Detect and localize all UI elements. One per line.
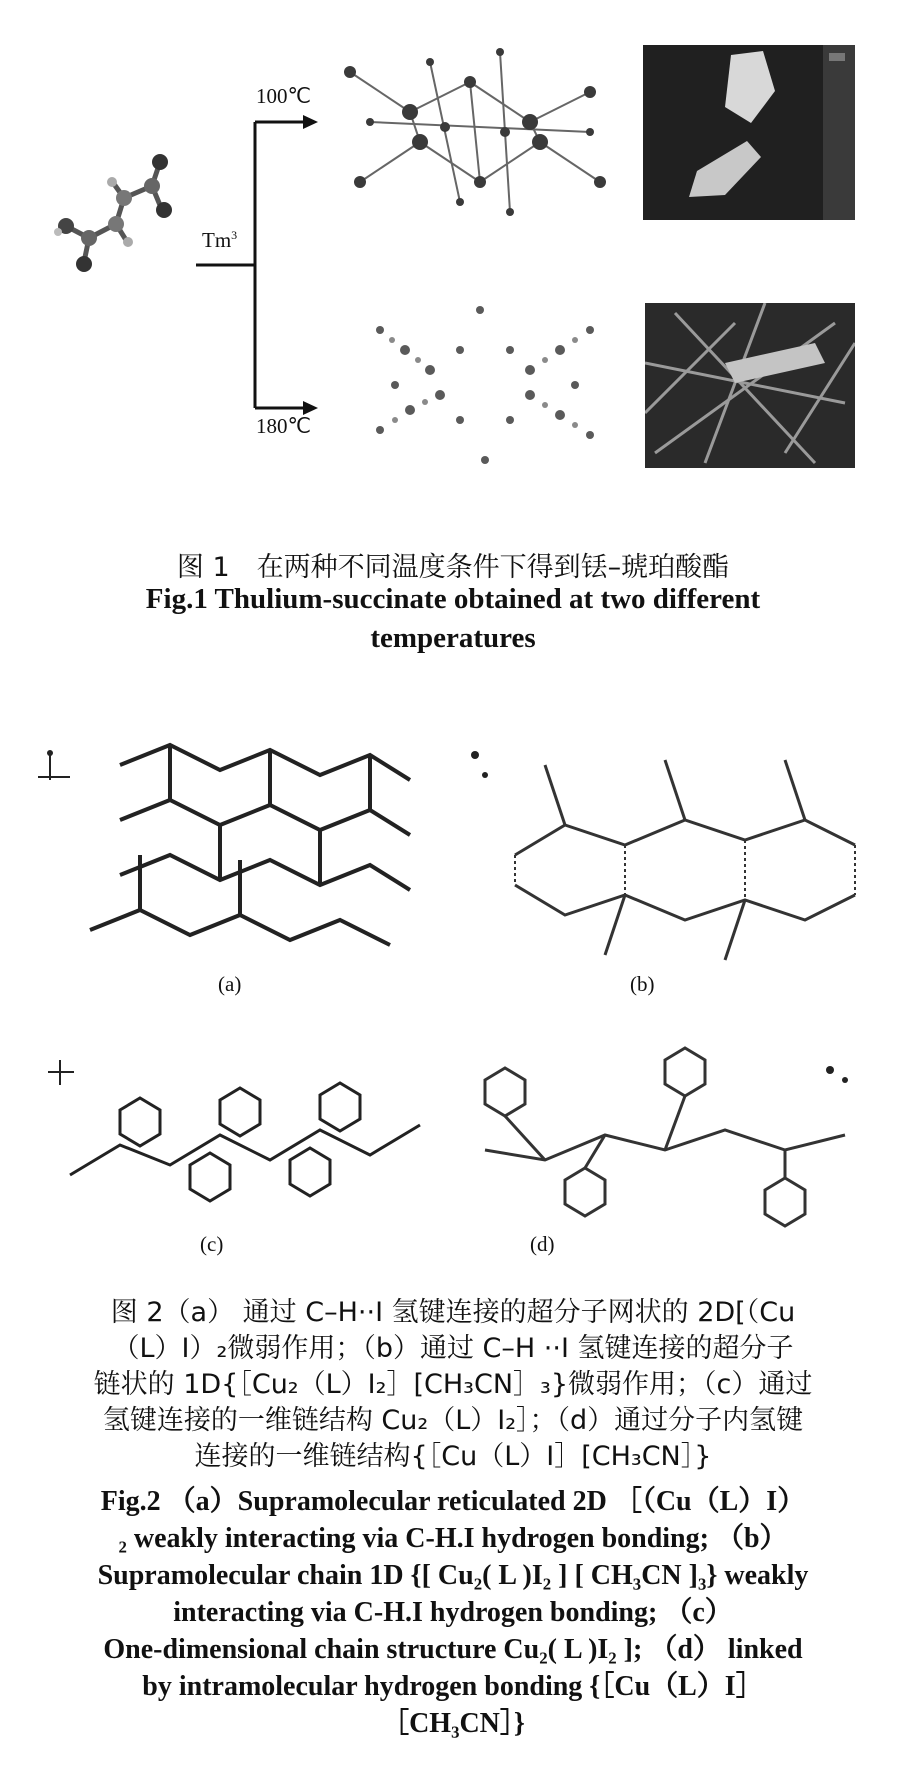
caption-en-line: Supramolecular chain 1D {[ Cu₂( L )I₂ ] [ CH₃CN ]₃} weakly <box>97 1560 809 1591</box>
caption-en-line: Fig.2 （a）Supramolecular reticulated 2D ［（Cu（L）I） <box>100 1486 806 1517</box>
panel-d-label: (d) <box>530 1232 555 1256</box>
figure-2-caption-cn <box>14 1295 892 1475</box>
panel-b-structure <box>455 735 870 970</box>
reagent-label: Tm$^3$ <box>202 228 238 252</box>
crystal-structure-100c <box>330 42 630 222</box>
caption-cn-line: 连接的一维链结构{［Cu（L）I］[CH₃CN］} <box>194 1441 712 1472</box>
crystal-structure-180c <box>350 290 620 480</box>
panel-a-structure <box>30 725 430 970</box>
panel-a-label: (a) <box>218 972 242 996</box>
caption-en-line: ₂ weakly interacting via C-H.I hydrogen bonding; （b） <box>118 1523 788 1554</box>
panel-b-label: (b) <box>630 972 655 996</box>
caption-en-line: ［CH₃CN］} <box>381 1708 525 1739</box>
figure-1-caption-cn: 图 1 在两种不同温度条件下得到铥–琥珀酸酯 <box>176 552 730 583</box>
temperature-100-label: 100℃ <box>256 84 312 108</box>
caption-en-line: interacting via C-H.I hydrogen bonding; （c） <box>173 1597 733 1628</box>
panel-c-label: (c) <box>200 1232 224 1256</box>
sem-image-100c <box>643 45 855 220</box>
figure-1-caption-en-line2: temperatures <box>370 622 536 654</box>
caption-cn-line: （L）I）₂微弱作用；（b）通过 C–H ··I 氢键连接的超分子 <box>112 1333 794 1364</box>
caption-en-line: One-dimensional chain structure Cu₂( L )I₂ ]; （d） linked <box>103 1634 803 1665</box>
caption-cn-line: 氢键连接的一维链结构 Cu₂（L）I₂］；（d）通过分子内氢键 <box>102 1405 804 1436</box>
panel-c-structure <box>40 1050 440 1235</box>
caption-en-line: by intramolecular hydrogen bonding {［Cu（L）I］ <box>142 1671 764 1702</box>
caption-cn-line: 链状的 1D{［Cu₂（L）I₂］[CH₃CN］₃}微弱作用；（c）通过 <box>93 1369 813 1400</box>
caption-cn-line: 图 2（a） 通过 C–H··I 氢键连接的超分子网状的 2D[（Cu <box>110 1297 796 1328</box>
figure-1-caption-en-line1: Fig.1 Thulium-succinate obtained at two different <box>145 583 761 615</box>
sem-image-180c <box>645 303 855 468</box>
figure-2-caption-en <box>12 1483 894 1742</box>
panel-d-structure <box>465 1040 875 1240</box>
temperature-180-label: 180℃ <box>256 414 312 438</box>
